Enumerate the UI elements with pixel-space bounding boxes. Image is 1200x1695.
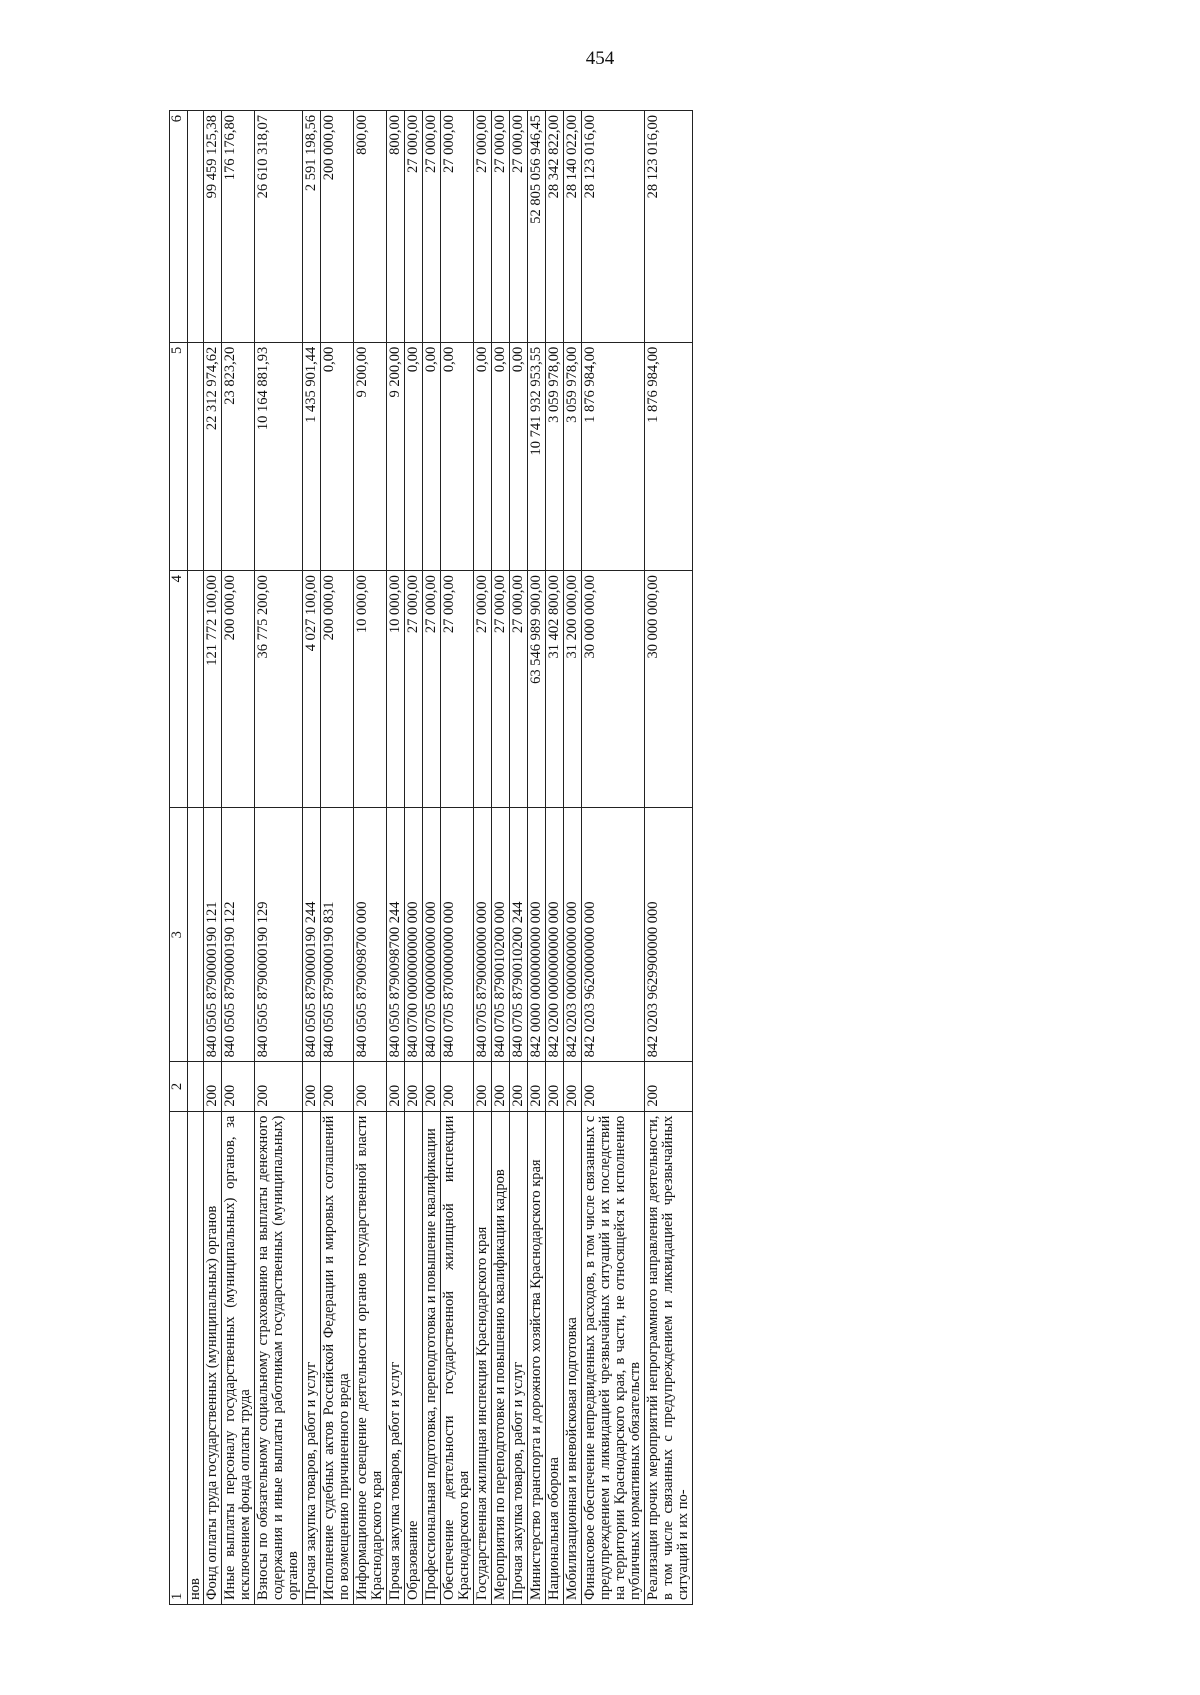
table-row bbox=[387, 111, 405, 1605]
column-header-1: 1 bbox=[170, 1111, 188, 1604]
row-column-4-cell: 27 000,00 bbox=[510, 571, 528, 808]
row-name-cell: Министерство транспорта и дорожного хозяйства Краснодарского края bbox=[528, 1111, 546, 1604]
continuation-text: нов bbox=[188, 1111, 204, 1604]
row-column-5-cell: 0,00 bbox=[405, 342, 423, 570]
row-column-5-cell: 3 059 978,00 bbox=[546, 342, 564, 570]
row-column-5-cell: 0,00 bbox=[441, 342, 474, 570]
row-column-4-cell: 27 000,00 bbox=[492, 571, 510, 808]
table-row bbox=[510, 111, 528, 1605]
row-column-6-cell: 28 123 016,00 bbox=[645, 111, 693, 343]
row-column-6-cell: 2 591 198,56 bbox=[303, 111, 321, 343]
table-row bbox=[546, 111, 564, 1605]
row-column-2-cell: 200 bbox=[510, 1062, 528, 1111]
row-column-6-cell: 27 000,00 bbox=[405, 111, 423, 343]
table-row bbox=[204, 111, 222, 1605]
row-name-cell: Обеспечение деятельности государственной жилищной инспекции Краснодарского края bbox=[441, 1111, 474, 1604]
row-column-2-cell: 200 bbox=[441, 1062, 474, 1111]
row-column-4-cell: 27 000,00 bbox=[474, 571, 492, 808]
table-row bbox=[564, 111, 582, 1605]
row-code-cell: 840 0705 8790010200 000 bbox=[492, 808, 510, 1062]
row-column-5-cell: 0,00 bbox=[492, 342, 510, 570]
row-name-cell: Реализация прочих мероприятий непрограммного направления деятельности, в том числе связанных с предупреждением и ликвидацией чрезвычайных ситуаций и их по- bbox=[645, 1111, 693, 1604]
table-row bbox=[255, 111, 303, 1605]
row-column-5-cell: 0,00 bbox=[423, 342, 441, 570]
row-column-6-cell: 176 176,80 bbox=[222, 111, 255, 343]
row-column-2-cell: 200 bbox=[474, 1062, 492, 1111]
row-code-cell: 842 0203 9620000000 000 bbox=[582, 808, 645, 1062]
table-header-row bbox=[170, 111, 188, 1605]
row-column-2-cell: 200 bbox=[423, 1062, 441, 1111]
row-column-2-cell: 200 bbox=[405, 1062, 423, 1111]
row-column-5-cell: 10 164 881,93 bbox=[255, 342, 303, 570]
row-column-2-cell: 200 bbox=[528, 1062, 546, 1111]
row-column-5-cell: 10 741 932 953,55 bbox=[528, 342, 546, 570]
column-header-6: 6 bbox=[170, 111, 188, 343]
row-column-2-cell: 200 bbox=[204, 1062, 222, 1111]
table-row bbox=[441, 111, 474, 1605]
row-column-4-cell: 63 546 989 900,00 bbox=[528, 571, 546, 808]
row-column-5-cell: 1 876 984,00 bbox=[645, 342, 693, 570]
table-row bbox=[303, 111, 321, 1605]
row-code-cell: 842 0203 9629900000 000 bbox=[645, 808, 693, 1062]
column-header-3: 3 bbox=[170, 808, 188, 1062]
row-code-cell: 840 0700 0000000000 000 bbox=[405, 808, 423, 1062]
row-column-5-cell: 3 059 978,00 bbox=[564, 342, 582, 570]
table-row bbox=[423, 111, 441, 1605]
table-row bbox=[354, 111, 387, 1605]
row-column-2-cell: 200 bbox=[564, 1062, 582, 1111]
row-name-cell: Прочая закупка товаров, работ и услуг bbox=[387, 1111, 405, 1604]
row-column-2-cell: 200 bbox=[492, 1062, 510, 1111]
row-code-cell: 840 0505 8790000190 122 bbox=[222, 808, 255, 1062]
row-code-cell: 842 0203 0000000000 000 bbox=[564, 808, 582, 1062]
table-row bbox=[582, 111, 645, 1605]
row-name-cell: Национальная оборона bbox=[546, 1111, 564, 1604]
row-name-cell: Исполнение судебных актов Российской Федерации и мировых соглашений по возмещению причиненного вреда bbox=[321, 1111, 354, 1604]
row-column-6-cell: 28 140 022,00 bbox=[564, 111, 582, 343]
row-column-4-cell: 10 000,00 bbox=[387, 571, 405, 808]
row-code-cell: 840 0705 0000000000 000 bbox=[423, 808, 441, 1062]
table-row bbox=[474, 111, 492, 1605]
row-column-6-cell: 27 000,00 bbox=[474, 111, 492, 343]
row-column-2-cell: 200 bbox=[354, 1062, 387, 1111]
row-column-6-cell: 27 000,00 bbox=[510, 111, 528, 343]
rotated-table-area bbox=[169, 110, 1040, 1605]
row-name-cell: Мероприятия по переподготовке и повышению квалификации кадров bbox=[492, 1111, 510, 1604]
row-column-4-cell: 36 775 200,00 bbox=[255, 571, 303, 808]
row-name-cell: Государственная жилищная инспекция Краснодарского края bbox=[474, 1111, 492, 1604]
row-name-cell: Мобилизационная и вневойсковая подготовка bbox=[564, 1111, 582, 1604]
row-column-4-cell: 200 000,00 bbox=[222, 571, 255, 808]
row-code-cell: 840 0705 8790000000 000 bbox=[474, 808, 492, 1062]
row-code-cell: 840 0505 8790098700 000 bbox=[354, 808, 387, 1062]
row-column-4-cell: 31 200 000,00 bbox=[564, 571, 582, 808]
row-column-4-cell: 27 000,00 bbox=[441, 571, 474, 808]
row-column-5-cell: 22 312 974,62 bbox=[204, 342, 222, 570]
row-column-6-cell: 200 000,00 bbox=[321, 111, 354, 343]
row-code-cell: 840 0505 8790000190 129 bbox=[255, 808, 303, 1062]
continuation-row bbox=[188, 111, 204, 1605]
row-name-cell: Прочая закупка товаров, работ и услуг bbox=[303, 1111, 321, 1604]
row-column-2-cell: 200 bbox=[303, 1062, 321, 1111]
row-column-6-cell: 28 342 822,00 bbox=[546, 111, 564, 343]
row-code-cell: 840 0705 8700000000 000 bbox=[441, 808, 474, 1062]
row-name-cell: Информационное освещение деятельности органов государственной власти Краснодарского края bbox=[354, 1111, 387, 1604]
row-column-6-cell: 27 000,00 bbox=[441, 111, 474, 343]
row-code-cell: 840 0505 8790098700 244 bbox=[387, 808, 405, 1062]
row-column-6-cell: 99 459 125,38 bbox=[204, 111, 222, 343]
row-column-6-cell: 27 000,00 bbox=[423, 111, 441, 343]
row-column-4-cell: 30 000 000,00 bbox=[645, 571, 693, 808]
row-column-4-cell: 31 402 800,00 bbox=[546, 571, 564, 808]
row-column-4-cell: 27 000,00 bbox=[423, 571, 441, 808]
row-column-5-cell: 0,00 bbox=[510, 342, 528, 570]
row-column-4-cell: 27 000,00 bbox=[405, 571, 423, 808]
row-column-2-cell: 200 bbox=[645, 1062, 693, 1111]
row-column-5-cell: 0,00 bbox=[474, 342, 492, 570]
row-column-2-cell: 200 bbox=[222, 1062, 255, 1111]
row-column-2-cell: 200 bbox=[387, 1062, 405, 1111]
row-column-6-cell: 52 805 056 946,45 bbox=[528, 111, 546, 343]
row-code-cell: 840 0705 8790010200 244 bbox=[510, 808, 528, 1062]
row-name-cell: Прочая закупка товаров, работ и услуг bbox=[510, 1111, 528, 1604]
row-column-2-cell: 200 bbox=[582, 1062, 645, 1111]
table-row bbox=[645, 111, 693, 1605]
row-column-5-cell: 9 200,00 bbox=[387, 342, 405, 570]
row-column-6-cell: 800,00 bbox=[354, 111, 387, 343]
row-name-cell: Финансовое обеспечение непредвиденных расходов, в том числе связанных с предупреждением и ликвидацией чрезвычайных ситуаций и их последствий на территории Краснодарского края, в части, не относящейся к исполнению публичных нормативных обязательств bbox=[582, 1111, 645, 1604]
row-name-cell: Профессиональная подготовка, переподготовка и повышение квалификации bbox=[423, 1111, 441, 1604]
row-column-5-cell: 23 823,20 bbox=[222, 342, 255, 570]
row-column-6-cell: 800,00 bbox=[387, 111, 405, 343]
row-column-2-cell: 200 bbox=[546, 1062, 564, 1111]
row-column-6-cell: 28 123 016,00 bbox=[582, 111, 645, 343]
table-row bbox=[222, 111, 255, 1605]
column-header-4: 4 bbox=[170, 571, 188, 808]
column-header-5: 5 bbox=[170, 342, 188, 570]
row-column-4-cell: 121 772 100,00 bbox=[204, 571, 222, 808]
row-column-5-cell: 1 876 984,00 bbox=[582, 342, 645, 570]
page-number: 454 bbox=[585, 48, 615, 69]
row-column-5-cell: 9 200,00 bbox=[354, 342, 387, 570]
column-header-2: 2 bbox=[170, 1062, 188, 1111]
table-row bbox=[321, 111, 354, 1605]
row-code-cell: 842 0200 0000000000 000 bbox=[546, 808, 564, 1062]
row-code-cell: 840 0505 8790000190 121 bbox=[204, 808, 222, 1062]
row-column-4-cell: 4 027 100,00 bbox=[303, 571, 321, 808]
row-column-6-cell: 27 000,00 bbox=[492, 111, 510, 343]
table-row bbox=[405, 111, 423, 1605]
budget-table bbox=[169, 110, 693, 1605]
row-column-4-cell: 200 000,00 bbox=[321, 571, 354, 808]
row-name-cell: Образование bbox=[405, 1111, 423, 1604]
row-column-4-cell: 30 000 000,00 bbox=[582, 571, 645, 808]
row-code-cell: 842 0000 0000000000 000 bbox=[528, 808, 546, 1062]
row-column-2-cell: 200 bbox=[321, 1062, 354, 1111]
row-column-2-cell: 200 bbox=[255, 1062, 303, 1111]
row-code-cell: 840 0505 8790000190 244 bbox=[303, 808, 321, 1062]
row-column-6-cell: 26 610 318,07 bbox=[255, 111, 303, 343]
table-row bbox=[528, 111, 546, 1605]
table-row bbox=[492, 111, 510, 1605]
row-column-5-cell: 1 435 901,44 bbox=[303, 342, 321, 570]
row-code-cell: 840 0505 8790000190 831 bbox=[321, 808, 354, 1062]
row-name-cell: Взносы по обязательному социальному страхованию на выплаты денежного содержания и иные выплаты работникам государственных (муниципальных) органов bbox=[255, 1111, 303, 1604]
row-column-5-cell: 0,00 bbox=[321, 342, 354, 570]
row-name-cell: Иные выплаты персоналу государственных (муниципальных) органов, за исключением фонда оплаты труда bbox=[222, 1111, 255, 1604]
row-name-cell: Фонд оплаты труда государственных (муниципальных) органов bbox=[204, 1111, 222, 1604]
row-column-4-cell: 10 000,00 bbox=[354, 571, 387, 808]
